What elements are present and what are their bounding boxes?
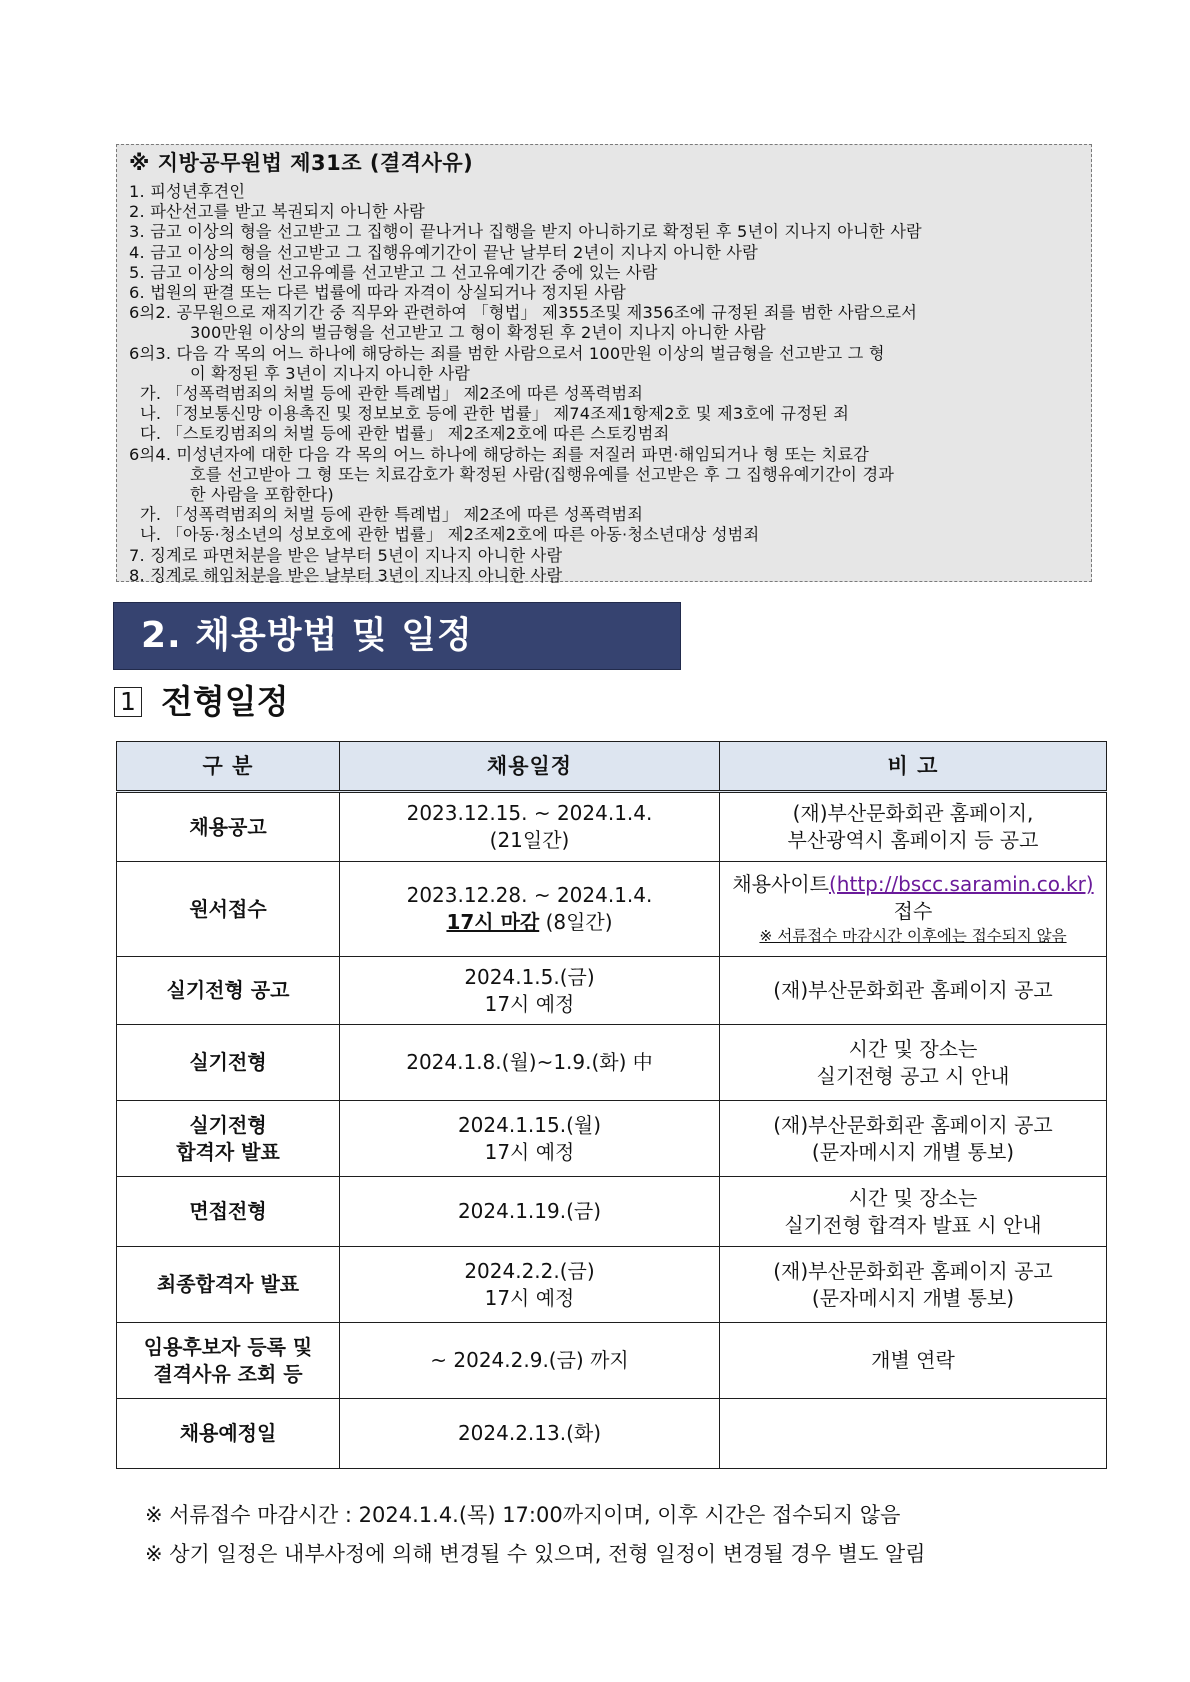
disqualification-item: 다. 「스토킹범죄의 처벌 등에 관한 법률」 제2조제2호에 따른 스토킹범죄 [140,424,670,444]
cell-line: 부산광역시 홈페이지 등 공고 [787,828,1039,852]
disqualification-box [116,144,1092,585]
cell-line: (문자메시지 개별 통보) [811,1285,1015,1310]
disqualification-item: 300만원 이상의 벌금형을 선고받고 그 형이 확정된 후 2년이 지나지 아니한 사람 [190,323,766,343]
cell-line: 2024.1.15.(월) [457,1112,602,1137]
cell-line: 실기전형 [189,1112,267,1137]
subsection-number-box: 1 [114,687,142,717]
row-note [720,1101,1107,1177]
row-category: 면접전형 [117,1177,340,1247]
cell-line: 시간 및 장소는 [848,1185,978,1210]
row-category [117,1323,340,1399]
row-category: 실기전형 공고 [117,957,340,1025]
table-row [117,1399,1107,1469]
disqualification-title: ※ 지방공무원법 제31조 (결격사유) [129,151,474,175]
deadline-duration: (8일간) [539,910,613,934]
row-category: 채용예정일 [117,1399,340,1469]
row-schedule [340,1323,720,1399]
row-note [720,1323,1107,1399]
row-note [720,1399,1107,1469]
row-schedule [340,1025,720,1101]
row-note [720,957,1107,1025]
row-schedule [340,1101,720,1177]
cell-line: 2024.1.5.(금) [464,964,595,989]
row-schedule [340,1177,720,1247]
disqualification-item: 5. 금고 이상의 형의 선고유예를 선고받고 그 선고유예기간 중에 있는 사람 [129,262,658,282]
cell-line: 17시 예정 [484,1139,575,1164]
disqualification-item: 4. 금고 이상의 형을 선고받고 그 집행유예기간이 끝난 날부터 2년이 지나지 아니한 사람 [129,242,758,262]
disqualification-item: 가. 「성폭력범죄의 처벌 등에 관한 특례법」 제2조에 따른 성폭력범죄 [140,505,644,525]
recruit-site-link[interactable]: (http://bscc.saramin.co.kr) [829,872,1094,896]
row-category: 원서접수 [117,862,340,957]
cell-line: 2024.1.19.(금) [457,1199,602,1223]
disqualification-item: 7. 징계로 파면처분을 받은 날부터 5년이 지나지 아니한 사람 [129,545,563,565]
cell-line: 17시 예정 [484,1285,575,1310]
cell-line: 17시 예정 [484,991,575,1016]
schedule-table [116,741,1107,1469]
subsection-title: 전형일정 [161,682,289,721]
disqualification-item: 나. 「아동·청소년의 성보호에 관한 법률」 제2조제2호에 따른 아동·청소년대상 성범죄 [140,525,760,545]
cell-line: 합격자 발표 [176,1139,280,1164]
disqualification-item: 8. 징계로 해임처분을 받은 날부터 3년이 지나지 아니한 사람 [129,565,563,585]
cell-line: (재)부산문화회관 홈페이지 공고 [773,978,1053,1002]
row-category [117,1101,340,1177]
note-suffix: 접수 [893,899,933,923]
row-note [720,1025,1107,1101]
table-header-row [117,742,1107,792]
row-schedule [340,1247,720,1323]
row-schedule [340,1399,720,1469]
disqualification-item: 6의2. 공무원으로 재직기간 중 직무와 관련하여 「형법」 제355조및 제356조에 규정된 죄를 범한 사람으로서 [129,303,918,323]
row-schedule [340,862,720,957]
deadline-emphasis: 17시 마감 [446,910,540,934]
header-category: 구 분 [117,742,340,792]
table-row [117,1025,1107,1101]
cell-line: 시간 및 장소는 [848,1036,978,1061]
table-row [117,1101,1107,1177]
cell-line: 실기전형 합격자 발표 시 안내 [784,1212,1042,1237]
disqualification-item: 6의3. 다음 각 목의 어느 하나에 해당하는 죄를 범한 사람으로서 100만원 이상의 벌금형을 선고받고 그 형 [129,343,885,363]
disqualification-item: 한 사람을 포함한다) [190,485,334,505]
disqualification-item: 가. 「성폭력범죄의 처벌 등에 관한 특례법」 제2조에 따른 성폭력범죄 [140,384,644,404]
disqualification-item: 6. 법원의 판결 또는 다른 법률에 따라 자격이 상실되거나 정지된 사람 [129,283,626,303]
row-category: 채용공고 [117,792,340,862]
cell-line: (21일간) [489,828,570,852]
cell-line: 개별 연락 [871,1348,955,1372]
row-note [720,862,1107,957]
footnotes [145,1496,926,1574]
cell-line: (재)부산문화회관 홈페이지, [792,801,1034,825]
row-category: 실기전형 [117,1025,340,1101]
table-row [117,1247,1107,1323]
cell-line: 2024.2.13.(화) [457,1421,602,1445]
deadline-warning: ※ 서류접수 마감시간 이후에는 접수되지 않음 [759,927,1067,945]
table-row [117,792,1107,862]
cell-line: 결격사유 조회 등 [153,1361,303,1386]
table-row [117,1177,1107,1247]
disqualification-item: 1. 피성년후견인 [129,182,246,201]
disqualification-item: 호를 선고받아 그 형 또는 치료감호가 확정된 사람(집행유예를 선고받은 후 그 집행유예기간이 경과 [190,464,895,484]
header-note: 비 고 [720,742,1107,792]
cell-line: 임용후보자 등록 및 [143,1334,313,1359]
note-prefix: 채용사이트 [732,872,829,896]
cell-line: (재)부산문화회관 홈페이지 공고 [773,1112,1053,1137]
row-schedule [340,957,720,1025]
row-schedule [340,792,720,862]
note-line [724,871,1102,925]
section-heading [113,602,681,670]
cell-line: 2023.12.28. ~ 2024.1.4. [406,883,653,907]
table-row [117,957,1107,1025]
row-category: 최종합격자 발표 [117,1247,340,1323]
disqualification-item: 나. 「정보통신망 이용촉진 및 정보보호 등에 관한 법률」 제74조제1항제2호 및 제3호에 규정된 죄 [140,404,850,424]
row-note [720,1177,1107,1247]
row-note [720,1247,1107,1323]
cell-line: (문자메시지 개별 통보) [811,1139,1015,1164]
footnote: ※ 상기 일정은 내부사정에 의해 변경될 수 있으며, 전형 일정이 변경될 경우 별도 알림 [145,1542,926,1566]
disqualification-item: 이 확정된 후 3년이 지나지 아니한 사람 [190,363,471,383]
disqualification-item: 6의4. 미성년자에 대한 다음 각 목의 어느 하나에 해당하는 죄를 저질러 파면·해임되거나 형 또는 치료감 [129,444,870,464]
table-row [117,1323,1107,1399]
deadline-line [344,909,715,936]
cell-line: (재)부산문화회관 홈페이지 공고 [773,1258,1053,1283]
cell-line: 2023.12.15. ~ 2024.1.4. [406,801,653,825]
header-schedule: 채용일정 [340,742,720,792]
section-heading-text: 2. 채용방법 및 일정 [141,615,473,656]
cell-line: 실기전형 공고 시 안내 [816,1063,1010,1088]
table-row [117,862,1107,957]
disqualification-item: 3. 금고 이상의 형을 선고받고 그 집행이 끝나거나 집행을 받지 아니하기로 확정된 후 5년이 지나지 아니한 사람 [129,222,922,242]
row-note [720,792,1107,862]
cell-line: 2024.1.8.(월)~1.9.(화) 中 [406,1050,653,1074]
cell-line: ~ 2024.2.9.(금) 까지 [430,1348,629,1372]
footnote: ※ 서류접수 마감시간 : 2024.1.4.(목) 17:00까지이며, 이후 시간은 접수되지 않음 [145,1503,901,1527]
cell-line: 2024.2.2.(금) [464,1258,595,1283]
disqualification-list [129,182,1079,586]
disqualification-item: 2. 파산선고를 받고 복권되지 아니한 사람 [129,202,425,222]
